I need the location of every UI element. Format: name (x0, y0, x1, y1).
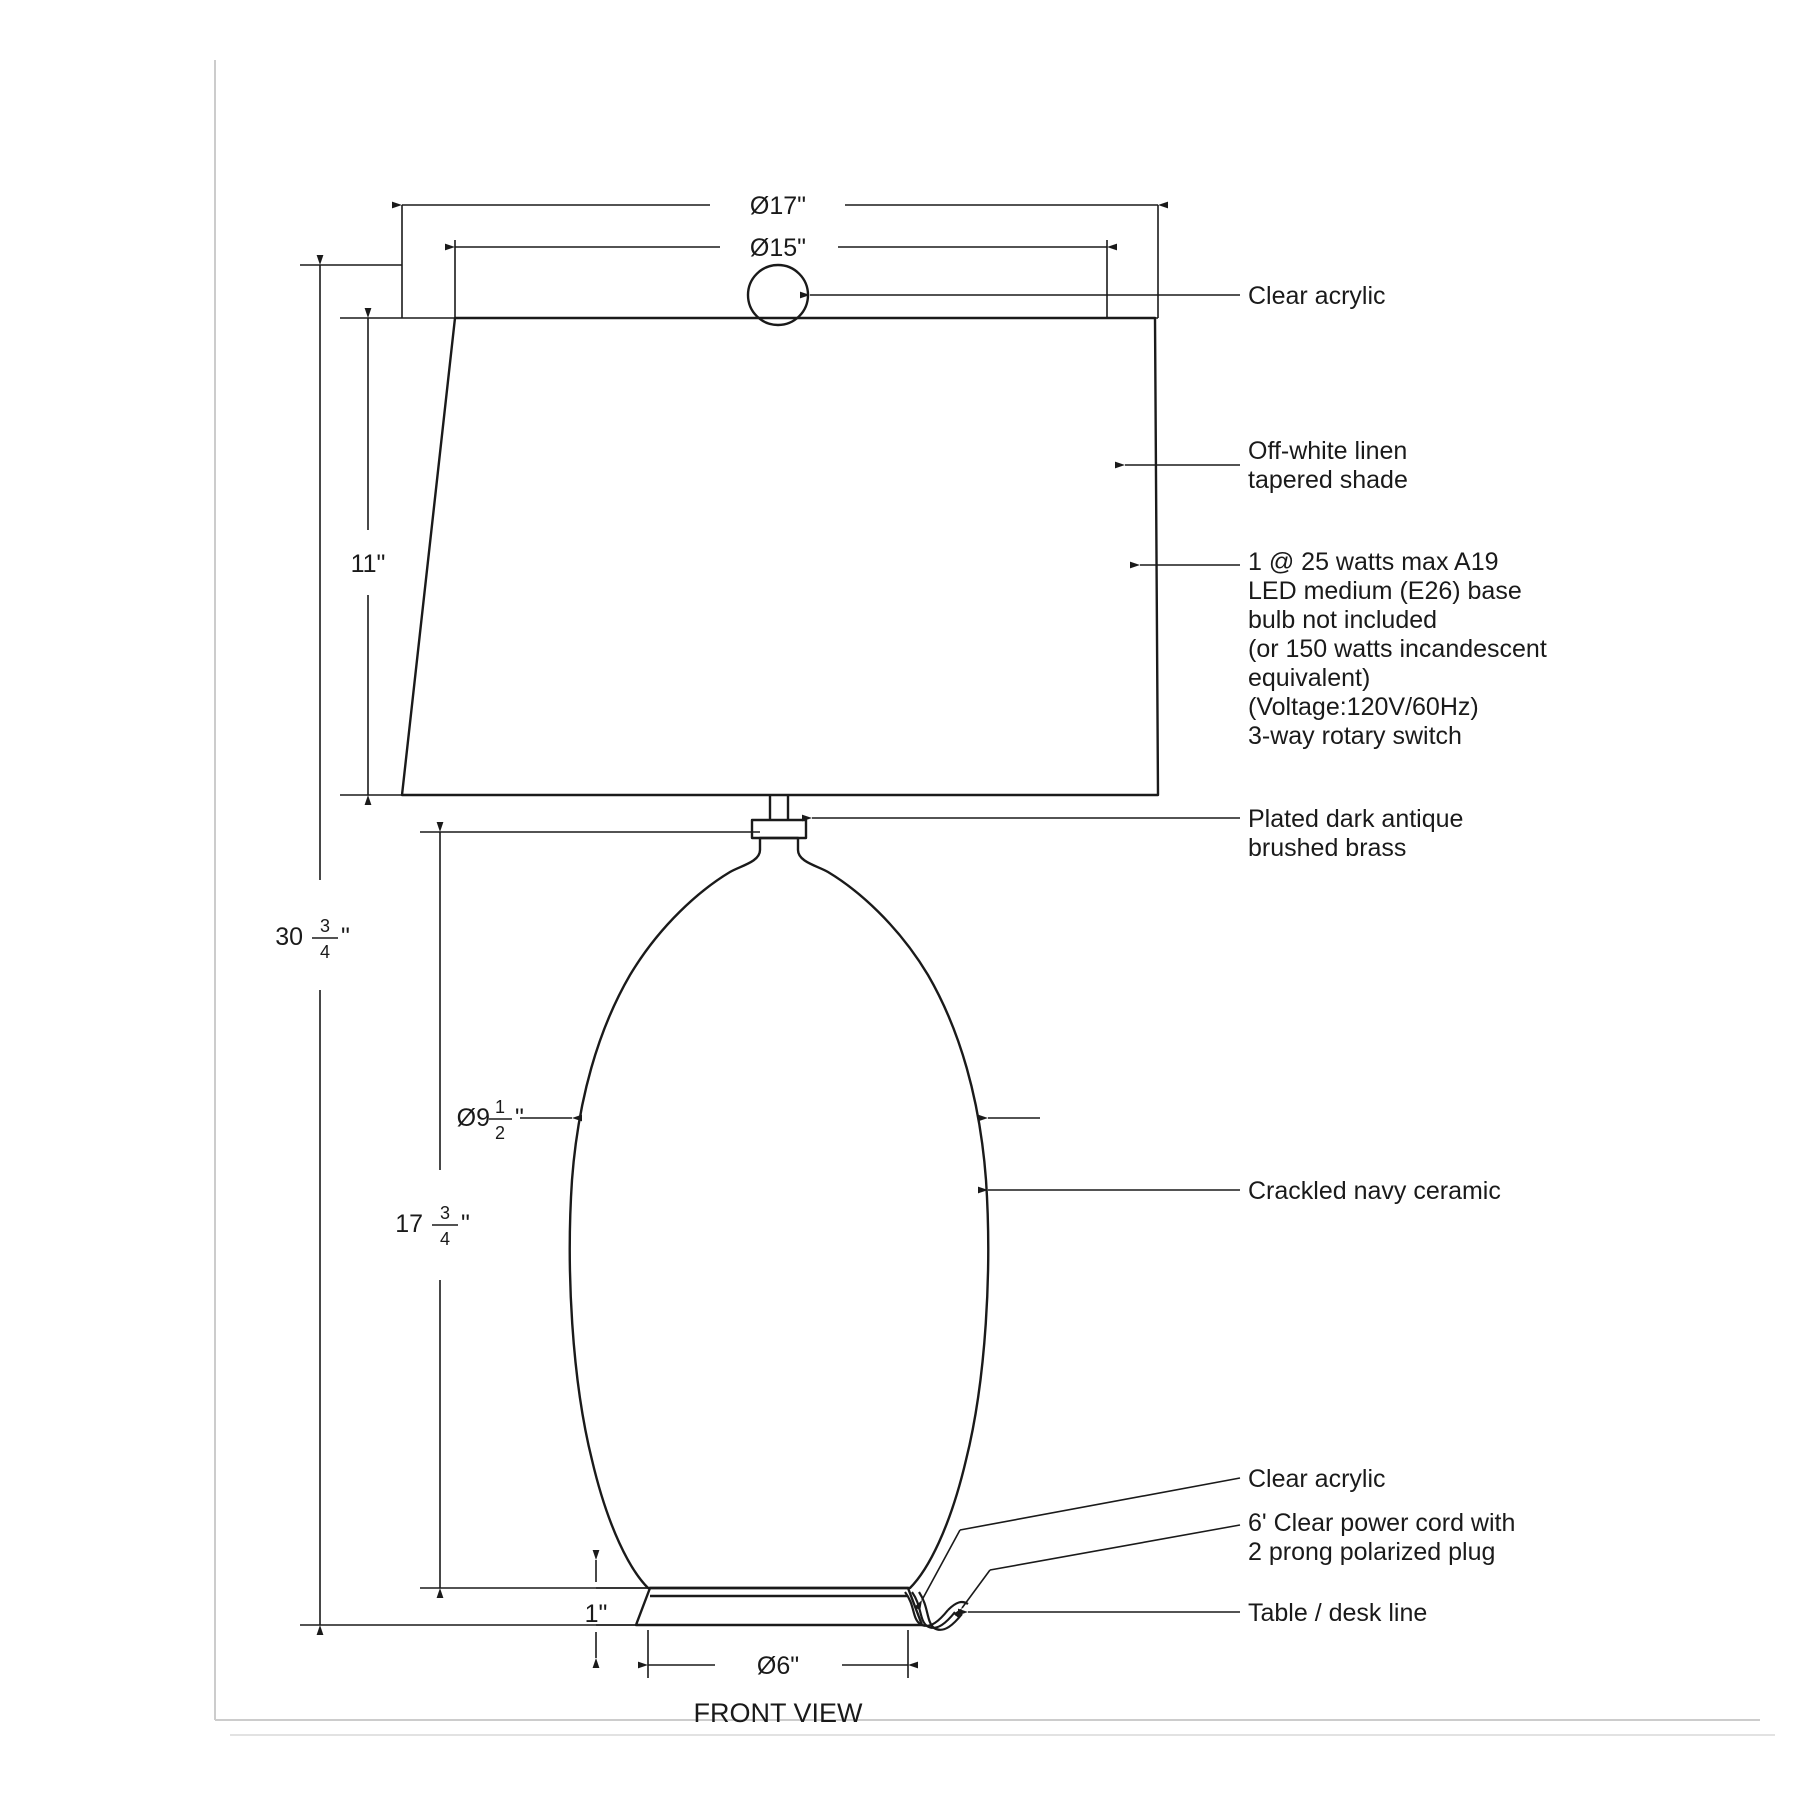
callout-bulb-line3: bulb not included (1248, 606, 1438, 634)
callout-cord-line2: 2 prong polarized plug (1248, 1538, 1496, 1566)
dim-label-body-diameter (457, 1097, 524, 1143)
body-diameter-prefix: Ø9 (456, 1104, 490, 1132)
callout-shade-line1: Off-white linen (1248, 437, 1408, 465)
overall-height-whole: 30 (275, 923, 303, 951)
dim-label-shade-top-dia: Ø15" (749, 234, 807, 262)
dim-label-body-height (395, 1203, 470, 1249)
dim-label-base-height: 1" (584, 1600, 608, 1628)
callout-table-line: Table / desk line (1248, 1599, 1428, 1627)
body-diameter-denominator: 2 (494, 1123, 506, 1143)
callout-finial: Clear acrylic (1248, 282, 1386, 310)
callout-brass-line1: Plated dark antique (1248, 805, 1464, 833)
brass-collar (752, 820, 806, 838)
callout-text-group (1248, 282, 1547, 1627)
dim-label-overall-height (275, 916, 350, 962)
lamp-shade (402, 318, 1158, 795)
leader-lines (810, 295, 1240, 1612)
ceramic-body (570, 838, 988, 1588)
callout-bulb-line1: 1 @ 25 watts max A19 (1248, 548, 1499, 576)
dim-label-base-diameter: Ø6" (756, 1652, 800, 1680)
callout-ceramic: Crackled navy ceramic (1248, 1177, 1501, 1205)
body-diameter-unit: " (515, 1104, 524, 1132)
body-height-numerator: 3 (439, 1203, 451, 1223)
body-diameter-numerator: 1 (494, 1097, 506, 1117)
callout-bulb-line7: 3-way rotary switch (1248, 722, 1462, 750)
leader-cord-seg1 (990, 1525, 1240, 1570)
callout-acrylic-base: Clear acrylic (1248, 1465, 1386, 1493)
overall-height-unit: " (341, 923, 350, 951)
leader-cord-seg2 (962, 1570, 990, 1608)
callout-cord-line1: 6' Clear power cord with (1248, 1509, 1516, 1537)
leader-acrylic-base-seg1 (960, 1478, 1240, 1530)
overall-height-numerator: 3 (319, 916, 331, 936)
lamp-outline (402, 265, 1158, 1625)
dim-label-shade-bottom-dia: Ø17" (749, 192, 807, 220)
body-height-denominator: 4 (439, 1229, 451, 1249)
overall-height-denominator: 4 (319, 942, 331, 962)
sheet-border (215, 60, 1775, 1735)
callout-bulb-line6: (Voltage:120V/60Hz) (1248, 693, 1479, 721)
callout-bulb-line5: equivalent) (1248, 664, 1371, 692)
body-height-whole: 17 (395, 1210, 423, 1238)
dimension-lines (300, 205, 1158, 1678)
callout-bulb-line2: LED medium (E26) base (1248, 577, 1522, 605)
view-label: FRONT VIEW (693, 1698, 863, 1728)
dim-label-shade-height: 11" (350, 550, 386, 578)
body-height-unit: " (461, 1210, 470, 1238)
acrylic-base (636, 1588, 922, 1625)
callout-shade-line2: tapered shade (1248, 466, 1408, 494)
dimension-text-group (275, 192, 863, 1728)
callout-bulb-line4: (or 150 watts incandescent (1248, 635, 1547, 663)
callout-brass-line2: brushed brass (1248, 834, 1407, 862)
finial-ball (748, 265, 808, 325)
